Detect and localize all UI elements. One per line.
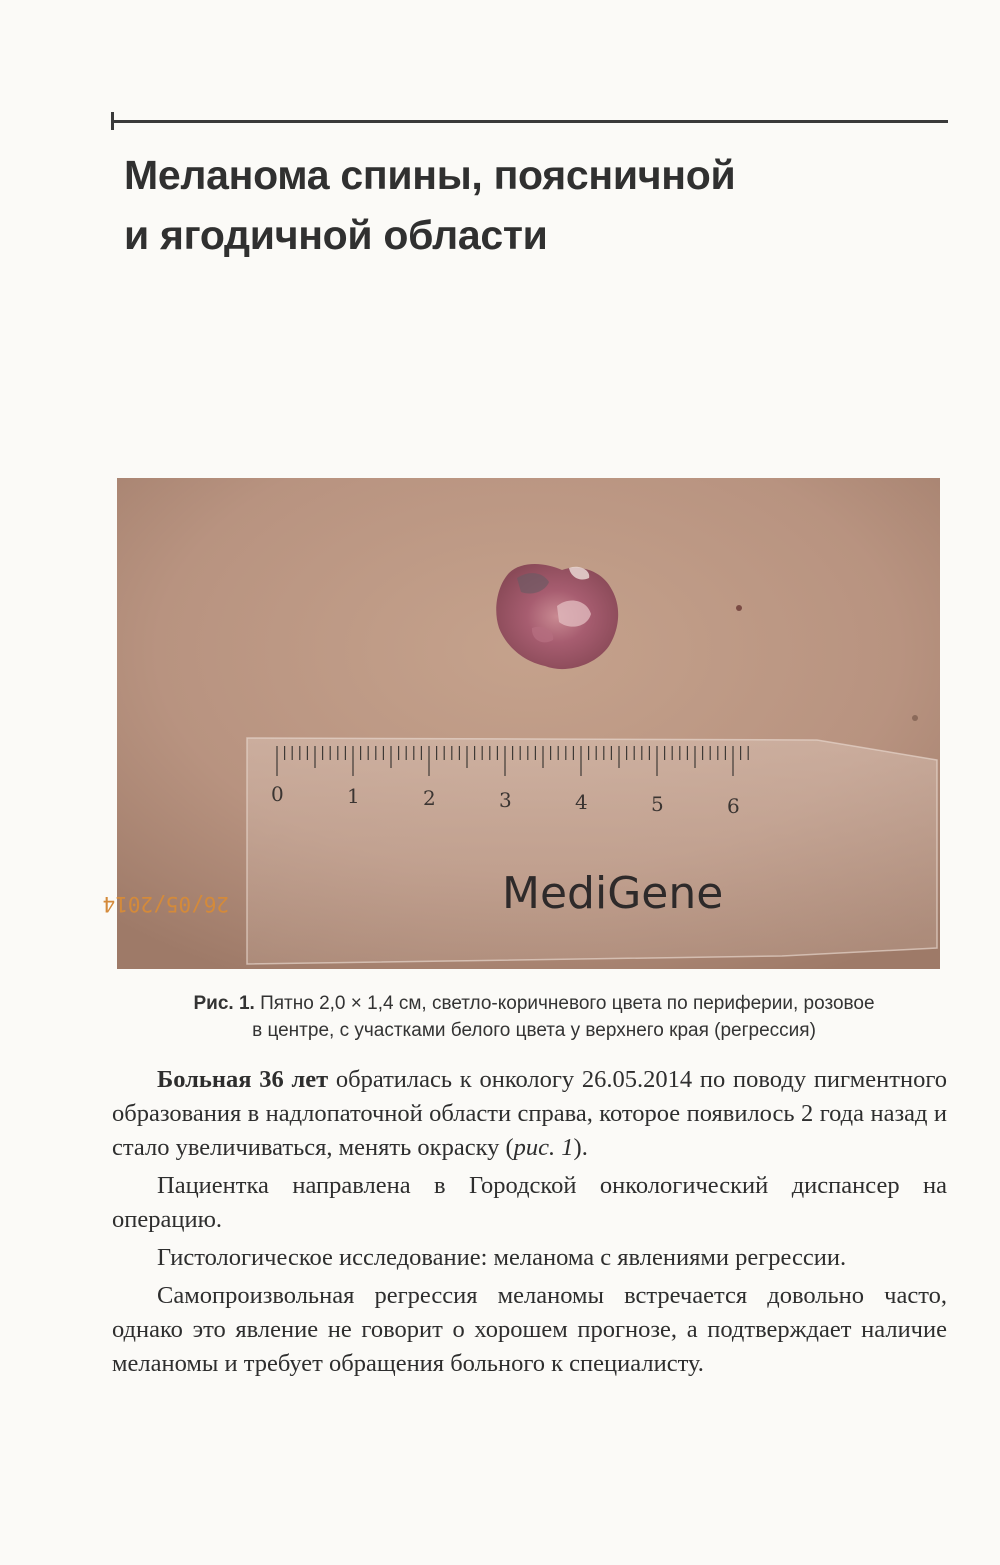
ruler-number: 0: [271, 782, 284, 806]
paragraph-2: Пациентка направлена в Городской онкологический диспансер на операцию.: [112, 1172, 947, 1233]
header-rule: [113, 120, 948, 123]
skin-spot: [736, 605, 742, 611]
caption-text-1: Пятно 2,0 × 1,4 см, светло-коричневого цвета по периферии, розовое: [260, 993, 875, 1014]
paragraph-3: Гистологическое исследование: меланома с явлениями регрессии.: [157, 1244, 847, 1271]
ruler-number: 4: [575, 790, 588, 814]
date-stamp: 26/05/2014: [102, 892, 229, 916]
paragraph-1: [112, 1063, 947, 1165]
ruler-brand: MediGene: [502, 868, 724, 919]
figure-ref: рис. 1: [513, 1134, 574, 1161]
chapter-title: [124, 145, 944, 265]
figure-caption: [124, 990, 944, 1044]
caption-label: Рис. 1.: [193, 993, 255, 1014]
ruler-number: 5: [651, 792, 664, 816]
caption-line-1: [124, 990, 944, 1017]
paragraph-4: Самопроизвольная регрессия меланомы встречается довольно часто, однако это явление не говорит о хорошем прогнозе, а подтверждает наличие меланомы и требует обращения больного к специалисту.: [112, 1282, 947, 1377]
figure-photo: [102, 478, 940, 969]
photo-svg: [102, 478, 940, 969]
body-text: [112, 1063, 947, 1385]
caption-line-2: в центре, с участками белого цвета у верхнего края (регрессия): [252, 1020, 816, 1041]
paragraph-1-text: обратилась к онкологу 26.05.2014 по поводу пигментного образования в надлопаточной области справа, которое появилось 2 года назад и стало увеличиваться, менять окраску (: [112, 1066, 948, 1161]
ruler-number: 1: [347, 784, 360, 808]
ruler-number: 2: [423, 786, 436, 810]
ruler: [247, 738, 937, 964]
paragraph-1-end: ).: [573, 1134, 588, 1161]
chapter-title-line-1: Меланома спины, поясничной: [124, 152, 736, 198]
skin-spot: [912, 715, 918, 721]
ruler-number: 3: [499, 788, 512, 812]
ruler-number: 6: [727, 794, 740, 818]
patient-label: Больная 36 лет: [157, 1066, 329, 1093]
chapter-title-line-2: и ягодичной области: [124, 212, 548, 258]
